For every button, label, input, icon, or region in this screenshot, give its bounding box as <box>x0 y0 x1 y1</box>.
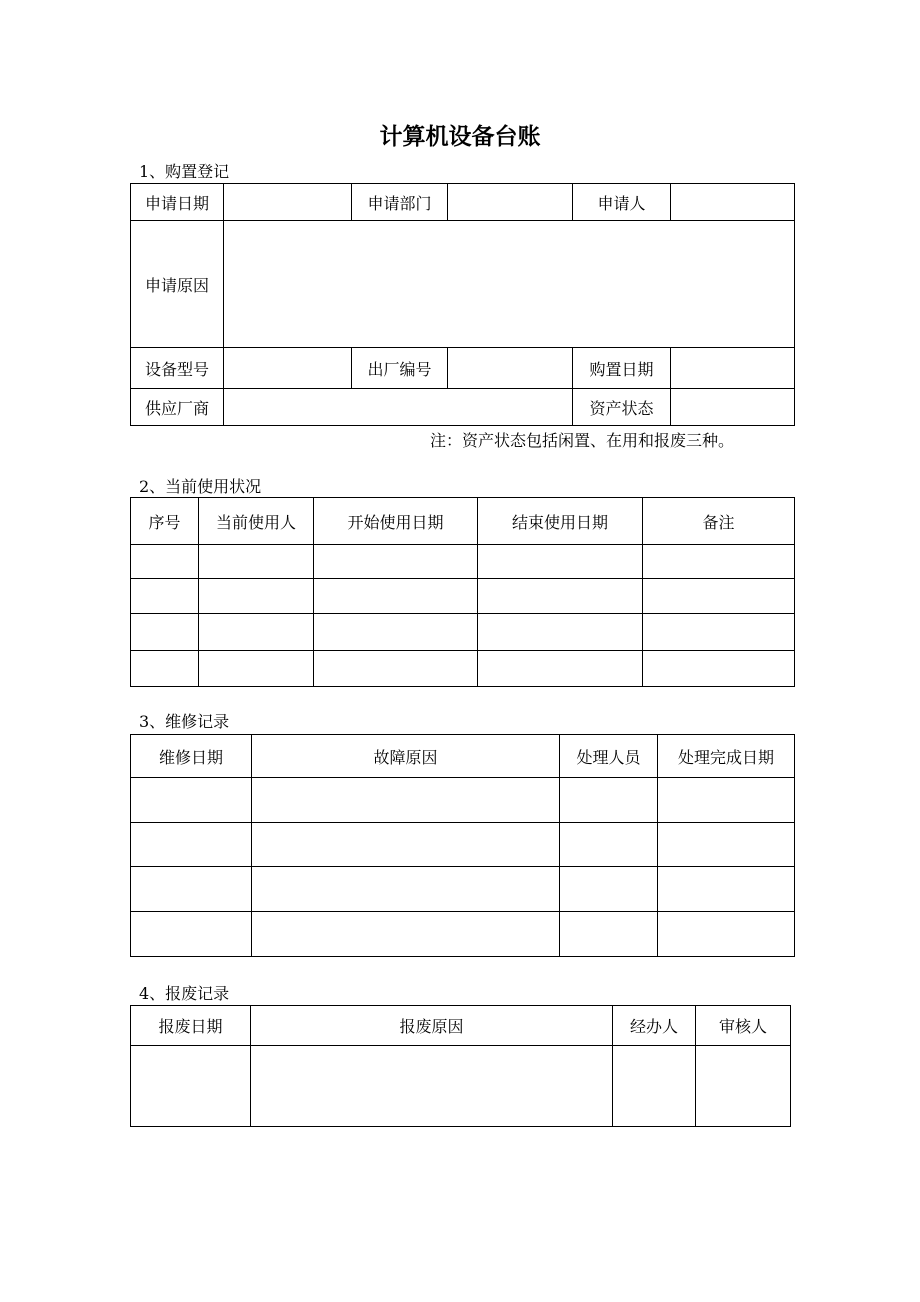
table-row <box>131 912 795 957</box>
label-asset-status: 资产状态 <box>573 389 671 426</box>
page-title: 计算机设备台账 <box>379 124 541 150</box>
table-row <box>131 778 795 823</box>
purchase-registration-table <box>130 183 795 426</box>
field-applicant[interactable] <box>671 184 795 221</box>
label-apply-reason: 申请原因 <box>131 221 224 348</box>
table-row <box>131 867 795 912</box>
label-applicant: 申请人 <box>573 184 671 221</box>
table-row <box>131 651 795 687</box>
header-operator: 经办人 <box>613 1006 696 1046</box>
label-apply-dept: 申请部门 <box>352 184 448 221</box>
field-serial[interactable] <box>448 348 573 389</box>
field-purchase-date[interactable] <box>671 348 795 389</box>
table-row <box>131 579 795 614</box>
table-row <box>131 614 795 651</box>
header-scrap-date: 报废日期 <box>131 1006 251 1046</box>
table-row <box>131 823 795 867</box>
table-row <box>131 545 795 579</box>
label-supplier: 供应厂商 <box>131 389 224 426</box>
header-fault-reason: 故障原因 <box>252 735 560 778</box>
header-repair-date: 维修日期 <box>131 735 252 778</box>
header-index: 序号 <box>131 498 199 545</box>
current-usage-table <box>130 497 795 687</box>
header-scrap-reason: 报废原因 <box>251 1006 613 1046</box>
header-end-date: 结束使用日期 <box>478 498 643 545</box>
field-model[interactable] <box>224 348 352 389</box>
field-supplier[interactable] <box>224 389 573 426</box>
header-completion-date: 处理完成日期 <box>658 735 795 778</box>
label-serial: 出厂编号 <box>352 348 448 389</box>
label-purchase-date: 购置日期 <box>573 348 671 389</box>
table-row <box>131 1046 791 1127</box>
label-apply-date: 申请日期 <box>131 184 224 221</box>
field-apply-reason[interactable] <box>224 221 795 348</box>
header-remarks: 备注 <box>643 498 795 545</box>
scrap-record-table <box>130 1005 791 1127</box>
header-start-date: 开始使用日期 <box>314 498 478 545</box>
section-heading-usage: 2、当前使用状况 <box>139 477 262 496</box>
field-apply-dept[interactable] <box>448 184 573 221</box>
section-heading-scrap: 4、报废记录 <box>139 984 230 1003</box>
header-handler: 处理人员 <box>560 735 658 778</box>
field-asset-status[interactable] <box>671 389 795 426</box>
header-reviewer: 审核人 <box>696 1006 791 1046</box>
section-heading-purchase: 1、购置登记 <box>139 162 230 181</box>
repair-record-table <box>130 734 795 957</box>
label-model: 设备型号 <box>131 348 224 389</box>
section-heading-repair: 3、维修记录 <box>139 712 230 731</box>
asset-status-note: 注：资产状态包括闲置、在用和报废三种。 <box>430 431 735 450</box>
field-apply-date[interactable] <box>224 184 352 221</box>
header-current-user: 当前使用人 <box>199 498 314 545</box>
